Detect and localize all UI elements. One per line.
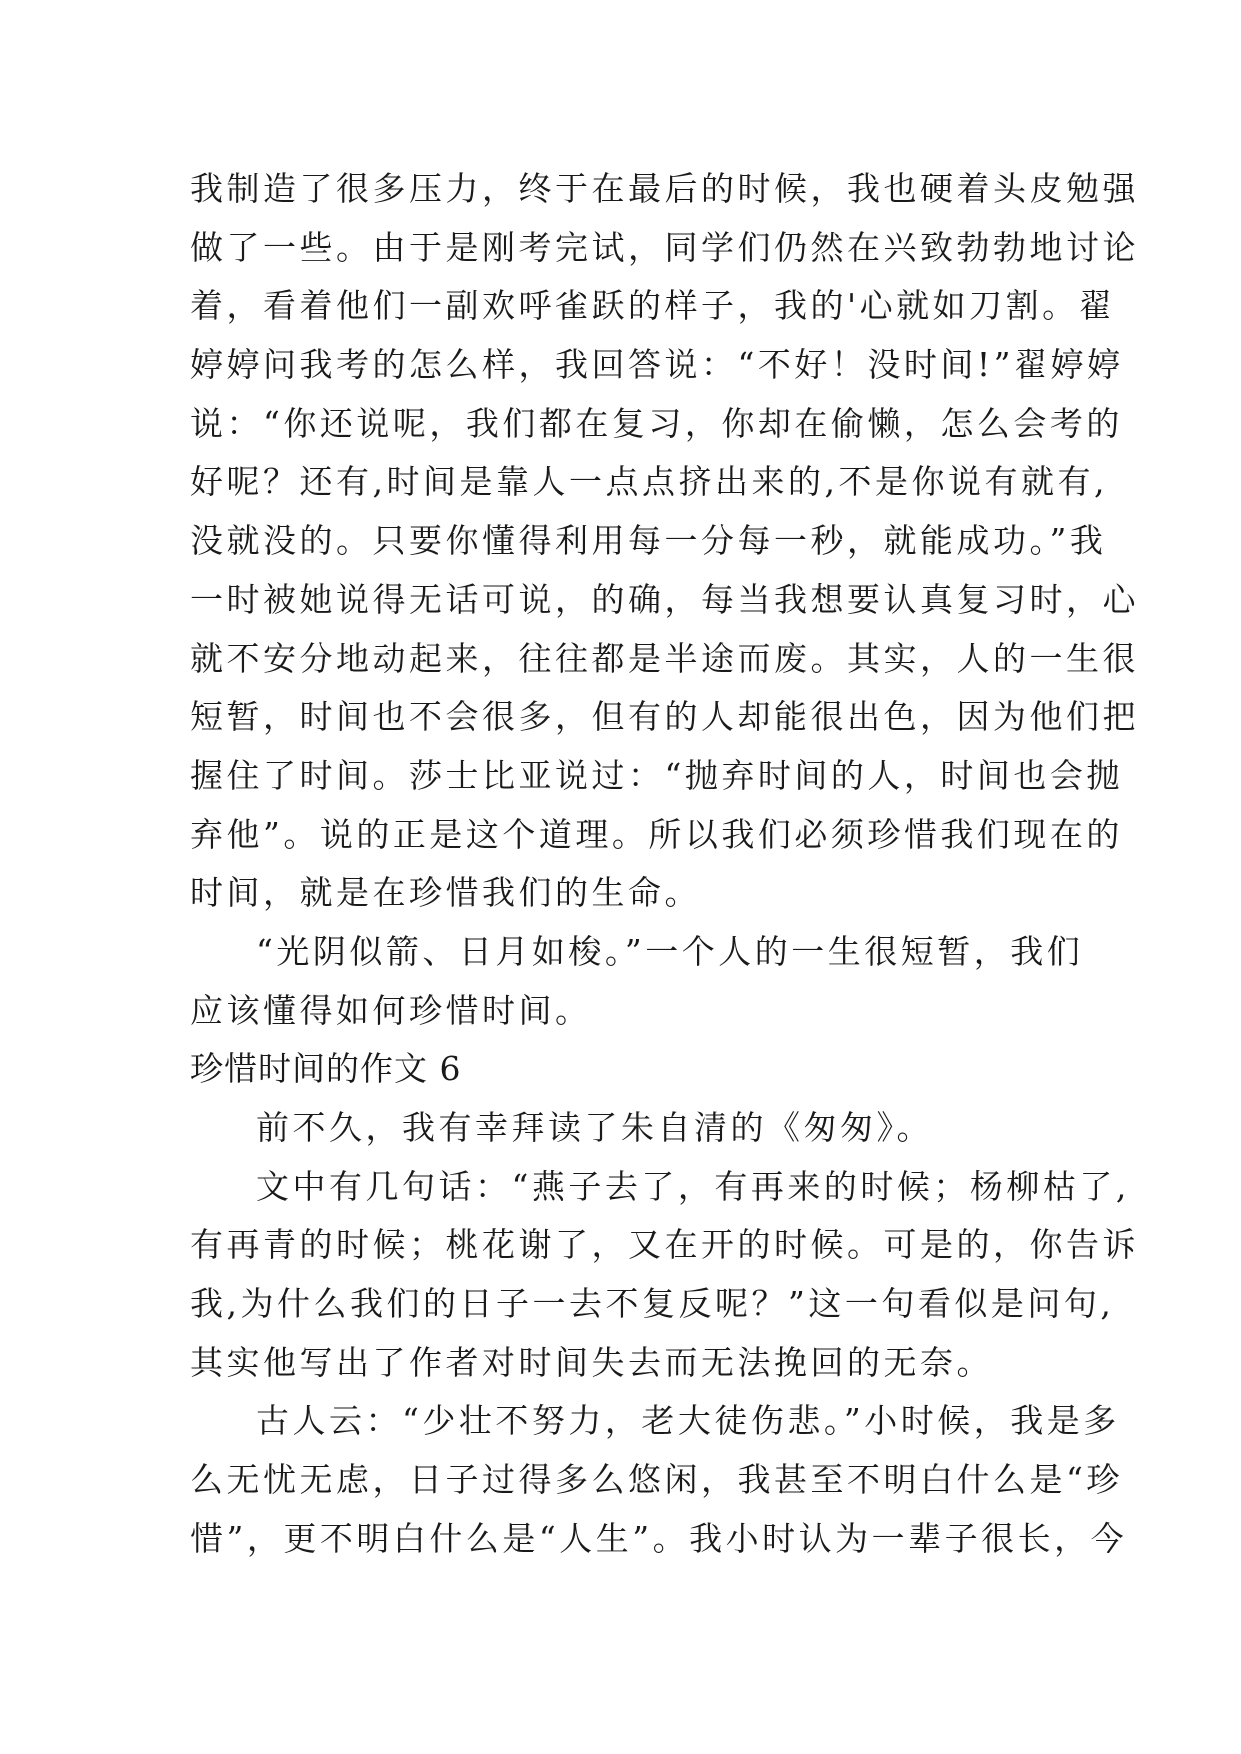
text-line: 好呢？还有,时间是靠人一点点挤出来的,不是你说有就有,: [190, 462, 1108, 502]
paragraph-first-line: “光阴似箭、日月如梭。”一个人的一生很短暂，我们: [256, 931, 1084, 971]
text-line: 应该懂得如何珍惜时间。: [190, 990, 592, 1030]
text-line: 么无忧无虑，日子过得多么悠闲，我甚至不明白什么是“珍: [190, 1460, 1123, 1500]
text-line: 说：“你还说呢，我们都在复习，你却在偷懒，怎么会考的: [190, 403, 1123, 443]
paragraph-first-line: 文中有几句话：“燕子去了，有再来的时候；杨柳枯了,: [256, 1166, 1130, 1206]
paragraph-first-line: 前不久，我有幸拜读了朱自清的《匆匆》。: [256, 1108, 933, 1147]
text-line: 时间，就是在珍惜我们的生命。: [190, 873, 701, 913]
text-line: 做了一些。由于是刚考完试，同学们仍然在兴致勃勃地讨论: [190, 227, 1139, 267]
text-line: 握住了时间。莎士比亚说过：“抛弃时间的人，时间也会抛: [190, 755, 1123, 795]
text-line: 着，看着他们一副欢呼雀跃的样子，我的'心就如刀割。翟: [190, 286, 1116, 326]
text-line: 没就没的。只要你懂得利用每一分每一秒，就能成功。”我: [190, 521, 1107, 561]
text-line: 短暂，时间也不会很多，但有的人却能很出色，因为他们把: [190, 697, 1139, 737]
text-line: 有再青的时候；桃花谢了，又在开的时候。可是的，你告诉: [190, 1225, 1139, 1265]
document-body: [190, 160, 1139, 1569]
paragraph-first-line: 古人云：“少壮不努力，老大徒伤悲。”小时候，我是多: [256, 1401, 1120, 1441]
section-heading: 珍惜时间的作文 6: [190, 1049, 462, 1089]
text-line: 其实他写出了作者对时间失去而无法挽回的无奈。: [190, 1342, 993, 1382]
text-line: 弃他”。说的正是这个道理。所以我们必须珍惜我们现在的: [190, 814, 1123, 854]
text-line: 婷婷问我考的怎么样，我回答说：“不好！没时间!”翟婷婷: [190, 345, 1124, 385]
text-line: 我制造了很多压力，终于在最后的时候，我也硬着头皮勉强: [190, 169, 1139, 208]
text-line: 我,为什么我们的日子一去不复反呢？”这一句看似是问句,: [190, 1284, 1115, 1324]
text-line: 就不安分地动起来，往往都是半途而废。其实，人的一生很: [190, 638, 1139, 678]
text-line: 一时被她说得无话可说，的确，每当我想要认真复习时，心: [190, 579, 1139, 619]
text-line: 惜”，更不明白什么是“人生”。我小时认为一辈子很长，今: [190, 1518, 1128, 1558]
